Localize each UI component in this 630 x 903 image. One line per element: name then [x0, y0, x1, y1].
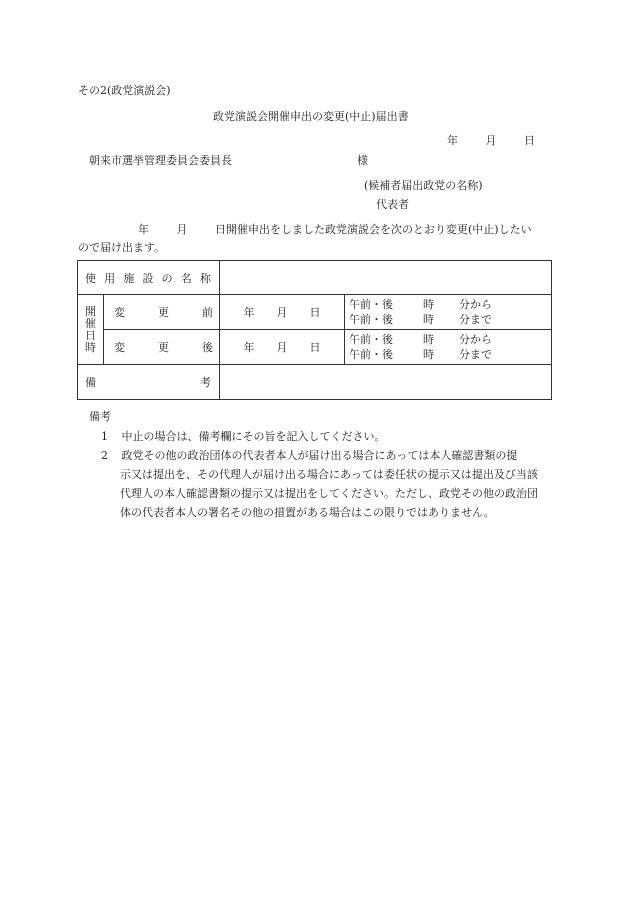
after-time-from-row: [349, 332, 551, 347]
facility-label-char: 施: [123, 271, 135, 285]
date-year-label: 年: [447, 134, 458, 147]
after-date-field[interactable]: [220, 330, 345, 365]
date-month-label: 月: [485, 134, 497, 147]
notification-table: [77, 260, 552, 400]
form-title: 政党演説会開催申出の変更(中止)届出書: [213, 110, 409, 123]
date-day-label: 日: [524, 134, 535, 147]
body-line-2: ので届け出ます。: [78, 241, 166, 254]
minute-from-unit: 分から: [459, 298, 492, 311]
after-label-char: 変: [114, 341, 125, 354]
minute-until-unit: 分まで: [459, 348, 492, 361]
facility-name-label: [78, 261, 220, 295]
notes-heading: 備考: [89, 410, 111, 423]
body-month-label: 月: [176, 223, 188, 236]
ampm-label: 午前・後: [349, 333, 393, 346]
datetime-label: [78, 295, 104, 365]
datetime-label-char: 時: [85, 340, 96, 354]
before-time-from-row: [349, 297, 551, 312]
note-text-line: 体の代表者本人の署名その他の措置がある場合はこの限りではありません。: [120, 506, 495, 519]
datetime-label-char: 開: [85, 304, 96, 318]
applicant-rep-label: 代表者: [376, 198, 409, 211]
note-text-line: 政党その他の政治団体の代表者本人が届け出る場合にあっては本人確認書類の提: [121, 449, 518, 462]
after-year-unit: 年: [243, 341, 255, 354]
after-month-unit: 月: [276, 341, 288, 354]
form-subtitle: その2(政党演説会): [78, 84, 171, 97]
note-text-line: 示又は提出を、その代理人が届け出る場合にあっては委任状の提示又は提出及び当該: [120, 468, 538, 481]
minute-until-unit: 分まで: [459, 313, 492, 326]
after-change-label: [104, 330, 220, 365]
before-date-field[interactable]: [220, 295, 345, 330]
before-label-char: 前: [202, 306, 213, 319]
hour-unit: 時: [423, 333, 434, 346]
addressee: 朝来市選挙管理委員会委員長: [89, 154, 232, 167]
note-text-line: 代理人の本人確認書類の提示又は提出をしてください。ただし、政党その他の政治団: [120, 487, 538, 500]
after-label-char: 後: [202, 341, 213, 354]
facility-name-field[interactable]: [220, 261, 552, 295]
submission-date: [447, 132, 535, 148]
remarks-label-char: 考: [200, 376, 211, 389]
before-time-until-row: [349, 312, 551, 327]
after-label-char: 更: [158, 341, 169, 354]
remarks-label-char: 備: [85, 376, 96, 389]
datetime-label-char: 日: [85, 328, 96, 342]
hour-unit: 時: [423, 298, 434, 311]
facility-label-char: 称: [199, 271, 211, 285]
honorific: 様: [357, 154, 368, 167]
ampm-label: 午前・後: [349, 348, 393, 361]
before-day-unit: 日: [309, 306, 321, 319]
ampm-label: 午前・後: [349, 298, 393, 311]
before-month-unit: 月: [276, 306, 288, 319]
applicant-org-label: (候補者届出政党の名称): [364, 179, 483, 192]
note-number: 1: [101, 430, 108, 443]
after-time-until-row: [349, 347, 551, 362]
before-change-label: [104, 295, 220, 330]
facility-label-char: 名: [180, 271, 192, 285]
facility-label-char: 使: [85, 271, 96, 285]
body-year-label: 年: [138, 223, 149, 236]
minute-from-unit: 分から: [459, 333, 492, 346]
note-number: 2: [101, 449, 108, 462]
before-label-char: 変: [114, 306, 125, 319]
facility-label-char: 設: [142, 271, 154, 285]
remarks-label: [78, 365, 220, 400]
body-line-1: [78, 221, 532, 237]
hour-unit: 時: [423, 313, 434, 326]
datetime-label-char: 催: [85, 316, 96, 330]
body-text: 日開催申出をしました政党演説会を次のとおり変更(中止)したい: [215, 223, 532, 236]
before-year-unit: 年: [243, 306, 255, 319]
after-day-unit: 日: [309, 341, 321, 354]
facility-label-char: の: [161, 271, 173, 285]
hour-unit: 時: [423, 348, 434, 361]
after-time-field[interactable]: [345, 330, 552, 365]
before-time-field[interactable]: [345, 295, 552, 330]
note-text: 中止の場合は、備考欄にその旨を記入してください。: [121, 430, 386, 443]
note-item-2: [101, 446, 517, 465]
ampm-label: 午前・後: [349, 313, 393, 326]
remarks-field[interactable]: [220, 365, 552, 400]
before-label-char: 更: [158, 306, 169, 319]
facility-label-char: 用: [104, 271, 116, 285]
note-item-1: [101, 427, 386, 446]
